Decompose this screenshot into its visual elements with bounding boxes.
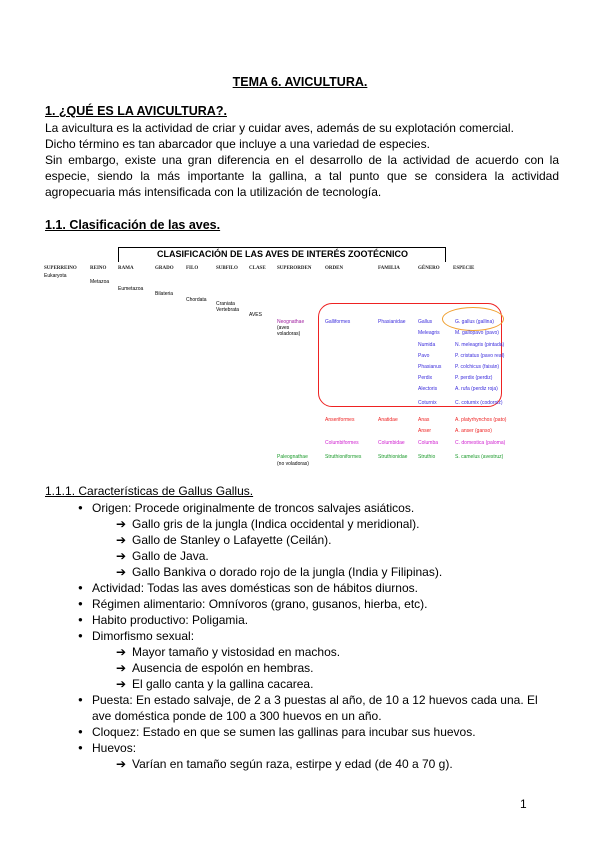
column-header: ESPECIE xyxy=(453,266,475,271)
especie: S. camelus (avestruz) xyxy=(455,454,504,460)
list-item: ● Puesta: En estado salvaje, de 2 a 3 puestas al año, de 10 a 12 huevos cada una. El xyxy=(92,692,538,708)
superorden: Paleognathae xyxy=(277,454,308,460)
taxon: Chordata xyxy=(186,297,207,303)
especie: M. gallopavo (pavo) xyxy=(455,330,499,336)
especie: C. coturnix (codorniz) xyxy=(455,400,503,406)
superorden-note: (no voladoras) xyxy=(277,461,309,467)
sub-list-item: ➔ Ausencia de espolón en hembras. xyxy=(132,660,313,676)
list-item: ● Régimen alimentario: Omnívoros (grano, gusanos, hierba, etc). xyxy=(92,596,428,612)
column-header: GRADO xyxy=(155,266,174,271)
column-header: CLASE xyxy=(249,266,266,271)
orden: Galliformes xyxy=(325,319,351,325)
especie: C. domestica (paloma) xyxy=(455,440,506,446)
especie: A. anser (ganso) xyxy=(455,428,492,434)
list-item: ● Origen: Procede originalmente de troncos salvajes asiáticos. xyxy=(92,500,414,516)
genero: Coturnix xyxy=(418,400,437,406)
genero: Struthio xyxy=(418,454,436,460)
doc-title: TEMA 6. AVICULTURA. xyxy=(232,75,368,89)
genero: Phasianus xyxy=(418,364,442,370)
sub-list-item: ➔ Mayor tamaño y vistosidad en machos. xyxy=(132,644,340,660)
column-header: SUPERREINO xyxy=(44,266,77,271)
paragraph-line: La avicultura es la actividad de criar y cuidar aves, además de su explotación comercial. xyxy=(45,121,514,135)
familia: Anatidae xyxy=(378,417,398,423)
sub-list-item: ➔ El gallo canta y la gallina cacarea. xyxy=(132,676,313,692)
familia: Columbidae xyxy=(378,440,405,446)
page-number: 1 xyxy=(520,797,527,811)
taxon: Eumetazoa xyxy=(118,286,144,292)
sub-list-item: ➔ Gallo gris de la jungla (Indica occidental y meridional). xyxy=(132,516,419,532)
taxon: Metazoa xyxy=(90,279,110,285)
section-heading: 1.1. Clasificación de las aves. xyxy=(45,218,221,232)
familia: Phasianidae xyxy=(378,319,406,325)
section-heading: 1. ¿QUÉ ES LA AVICULTURA?. xyxy=(45,104,227,118)
sub-list-item: ➔ Gallo de Stanley o Lafayette (Ceilán). xyxy=(132,532,331,548)
genero: Alectoris xyxy=(418,386,438,392)
genero: Perdix xyxy=(418,375,433,381)
genero: Gallus xyxy=(418,319,433,325)
especie: P. perdix (perdiz) xyxy=(455,375,493,381)
column-header: FAMILIA xyxy=(378,266,400,271)
list-item: ● Actividad: Todas las aves domésticas son de hábitos diurnos. xyxy=(92,580,418,596)
genero: Pavo xyxy=(418,353,430,359)
genero: Numida xyxy=(418,342,436,348)
familia: Struthionidae xyxy=(378,454,408,460)
column-header: GÉNERO xyxy=(418,266,440,271)
genero: Anser xyxy=(418,428,432,434)
column-header: SUPERORDEN xyxy=(277,266,312,271)
column-header: RAMA xyxy=(118,266,134,271)
superorden: Neognathae xyxy=(277,319,305,325)
column-header: ORDEN xyxy=(325,266,344,271)
table-title: CLASIFICACIÓN DE LAS AVES DE INTERÉS ZOOTÉCNICO xyxy=(156,249,408,259)
orden: Anseriformes xyxy=(325,417,355,423)
superorden: (aves xyxy=(277,325,290,331)
especie: A. rufa (perdiz roja) xyxy=(455,386,498,392)
genero: Anas xyxy=(418,417,430,423)
genero: Meleagris xyxy=(418,330,440,336)
list-item: ● Cloquez: Estado en que se sumen las gallinas para incubar sus huevos. xyxy=(92,724,476,740)
taxon: Bilateria xyxy=(155,291,174,297)
especie: A. platyrhynchos (pato) xyxy=(455,417,507,423)
sub-list-item: ➔ Gallo de Java. xyxy=(132,548,209,564)
column-header: FILO xyxy=(186,266,199,271)
list-item: ● Habito productivo: Poligamia. xyxy=(92,612,248,628)
column-header: REINO xyxy=(90,266,107,271)
especie: G. gallus (gallina) xyxy=(455,319,494,325)
genero: Columba xyxy=(418,440,439,446)
list-item: ● Huevos: xyxy=(92,740,136,756)
list-item: ave doméstica ponde de 100 a 300 huevos en un año. xyxy=(92,709,382,723)
list-item: ● Dimorfismo sexual: xyxy=(92,628,194,644)
subsection-heading: 1.1.1. Características de Gallus Gallus. xyxy=(45,484,254,498)
sub-list-item: ➔ Gallo Bankiva o dorado rojo de la jungla (India y Filipinas). xyxy=(132,564,442,580)
sub-list-item: ➔ Varían en tamaño según raza, estirpe y edad (de 40 a 70 g). xyxy=(132,756,453,772)
orden: Struthioniformes xyxy=(325,454,362,460)
especie: N. meleagris (pintada) xyxy=(455,342,505,348)
taxon: Vertebrata xyxy=(216,307,240,313)
taxon: AVES xyxy=(249,312,262,318)
especie: P. cristatus (pavo real) xyxy=(455,353,505,359)
paragraph: Sin embargo, existe una gran diferencia en el desarrollo de la actividad de acuerdo con la especie, siendo la más importante la gallina, a tal punto que se considera la actividad agropecuaria más intensificada con la utilización de tecnología. xyxy=(45,153,559,199)
paragraph-line: Dicho término es tan abarcador que incluye a una variedad de especies. xyxy=(45,137,430,151)
especie: P. colchicus (faisán) xyxy=(455,364,500,370)
superorden: voladoras) xyxy=(277,331,301,337)
column-header: SUBFILO xyxy=(216,266,238,271)
orden: Columbiformes xyxy=(325,440,359,446)
taxon: Eukaryota xyxy=(44,273,67,279)
taxon: Craniata xyxy=(216,301,235,307)
